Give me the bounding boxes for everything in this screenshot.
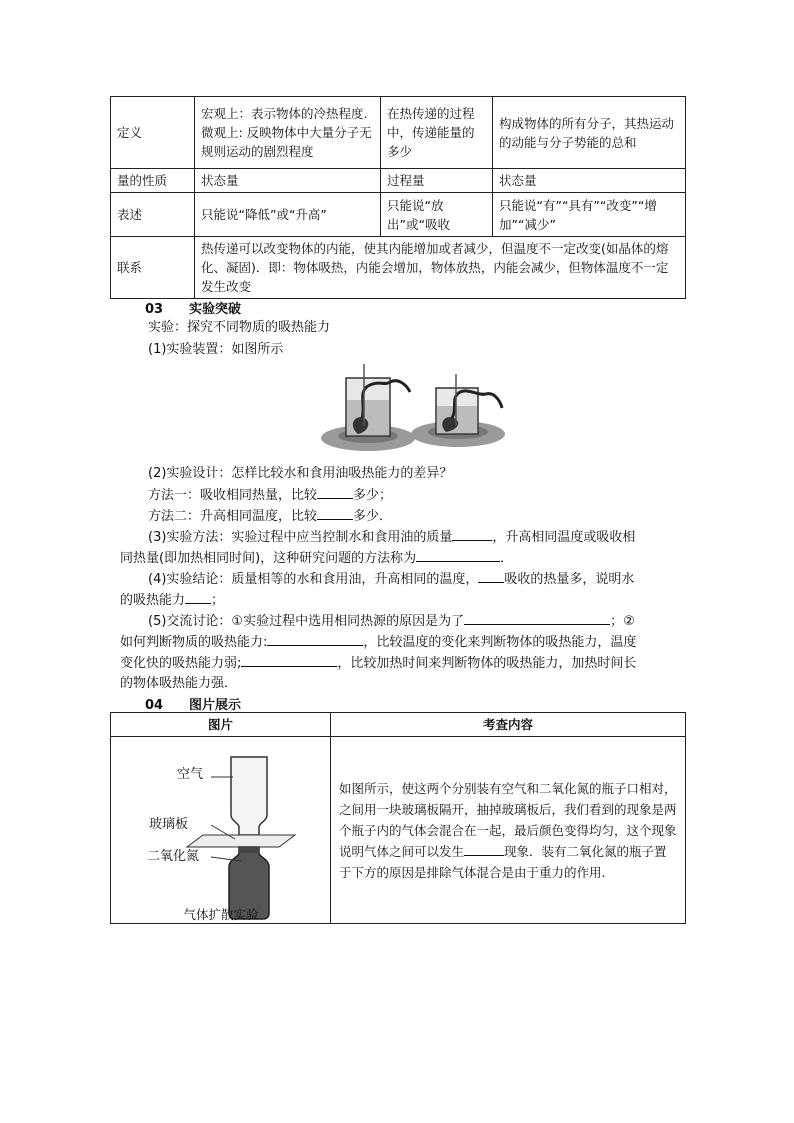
answer-blank: [452, 526, 492, 541]
text-segment: ，比较温度的变化来判断物体的吸热能力，温度: [363, 635, 637, 650]
text-segment: 变化快的吸热能力弱;: [120, 656, 242, 671]
table-row: [111, 97, 686, 169]
text-segment: 吸收的热量多，说明水: [504, 572, 635, 587]
text-segment: 如图所示，使这两个分别装有空气和二氧化氮的瓶子口相对，之间用一块玻璃板隔开，抽掉玻璃板后，我们看到的现象是两个瓶子内的气体会混合在一起，最后颜色变得均匀，这个现象说明气体之间可以发生: [339, 780, 677, 859]
label-no2: 二氧化氮: [147, 849, 200, 864]
table-row: [111, 737, 686, 924]
section-title: 图片展示: [189, 698, 242, 713]
picture-cell: [111, 737, 331, 924]
answer-blank: [185, 589, 211, 604]
text-segment: 如何判断物质的吸热能力:: [120, 635, 268, 650]
text-line: [120, 652, 636, 674]
figure-caption: 气体扩散实验: [183, 907, 259, 922]
table-row: [111, 193, 686, 237]
content-cell: [331, 737, 686, 924]
text-line: (2)实验设计：怎样比较水和食用油吸热能力的差异？: [148, 466, 453, 481]
text-line: (1)实验装置：如图所示: [148, 342, 284, 357]
text-segment: (5)交流讨论：①实验过程中选用相同热源的原因是为了: [148, 614, 465, 629]
text-segment: (3)实验方法：实验过程中应当控制水和食用油的质量: [148, 530, 453, 545]
text-line: [148, 568, 634, 590]
table-cell: 只能说“降低”或“升高”: [195, 193, 381, 237]
text-line: [148, 484, 392, 506]
table-cell: 在热传递的过程中，传递能量的多少: [381, 97, 493, 169]
text-segment: 现象．装有二氧化氮的瓶子置于下方的原因是排除气体混合是由于重力的作用.: [339, 843, 667, 880]
gas-diffusion-figure: [111, 737, 331, 923]
table-cell: 只能说“有”“具有”“改变”“增加”“减少”: [493, 193, 686, 237]
table-row: [111, 237, 686, 299]
table-cell: 表述: [111, 193, 195, 237]
text-segment: 方法一：吸收相同热量，比较: [148, 488, 318, 503]
table-cell: 状态量: [493, 169, 686, 193]
answer-blank: [478, 568, 504, 583]
text-segment: ；: [211, 593, 225, 608]
text-segment: 方法二：升高相同温度，比较: [148, 509, 318, 524]
table-cell: 宏观上：表示物体的冷热程度.微观上: 反映物体中大量分子无规则运动的剧烈程度: [195, 97, 381, 169]
text-line: [120, 589, 224, 611]
text-segment: 同热量(即加热相同时间)，这种研究问题的方法称为: [120, 551, 417, 566]
section-title: 实验突破: [189, 302, 242, 317]
answer-blank: [464, 610, 610, 625]
text-segment: ，比较加热时间来判断物体的吸热能力，加热时间长: [337, 656, 637, 671]
answer-blank: [317, 484, 353, 499]
text-segment: 多少；: [353, 488, 393, 503]
text-segment: 的吸热能力: [120, 593, 186, 608]
answer-blank: [317, 505, 353, 520]
text-line: [120, 547, 513, 569]
answer-blank: [464, 841, 504, 856]
table-cell: 量的性质: [111, 169, 195, 193]
text-line: 的物体吸热能力强．: [120, 676, 238, 691]
comparison-table: [110, 96, 686, 299]
table-cell: 只能说“放出”或“吸收: [381, 193, 493, 237]
table-cell: 构成物体的所有分子，其热运动的动能与分子势能的总和: [493, 97, 686, 169]
header-picture: 图片: [111, 713, 331, 737]
header-content: 考查内容: [331, 713, 686, 737]
table-row: [111, 169, 686, 193]
picture-table: [110, 712, 686, 924]
table-cell-merged: 热传递可以改变物体的内能，使其内能增加或者减少，但温度不一定改变(如晶体的熔化、凝固)．即：物体吸热，内能会增加，物体放热，内能会减少，但物体温度不一定发生改变: [195, 237, 686, 299]
text-line: [120, 631, 636, 653]
section-heading: [145, 694, 241, 713]
text-line: [148, 610, 635, 632]
table-header-row: [111, 713, 686, 737]
answer-blank: [267, 631, 363, 646]
answer-blank: [241, 652, 337, 667]
text-segment: ；②: [610, 614, 635, 629]
text-line: 实验：探究不同物质的吸热能力: [148, 320, 331, 335]
section-number: 03: [145, 302, 164, 317]
text-line: [148, 526, 635, 548]
table-cell: 过程量: [381, 169, 493, 193]
text-line: [148, 505, 392, 527]
text-segment: ，升高相同温度或吸收相: [492, 530, 636, 545]
table-cell: 状态量: [195, 169, 381, 193]
text-segment: ．: [500, 551, 514, 566]
table-cell: 联系: [111, 237, 195, 299]
text-segment: 多少．: [353, 509, 393, 524]
section-heading: [145, 298, 241, 317]
beaker-apparatus-figure: [318, 356, 508, 456]
table-cell: 定义: [111, 97, 195, 169]
answer-blank: [416, 547, 500, 562]
label-glass-plate: 玻璃板: [149, 817, 189, 832]
label-air: 空气: [177, 767, 204, 782]
section-number: 04: [145, 698, 164, 713]
text-segment: (4)实验结论：质量相等的水和食用油，升高相同的温度，: [148, 572, 479, 587]
